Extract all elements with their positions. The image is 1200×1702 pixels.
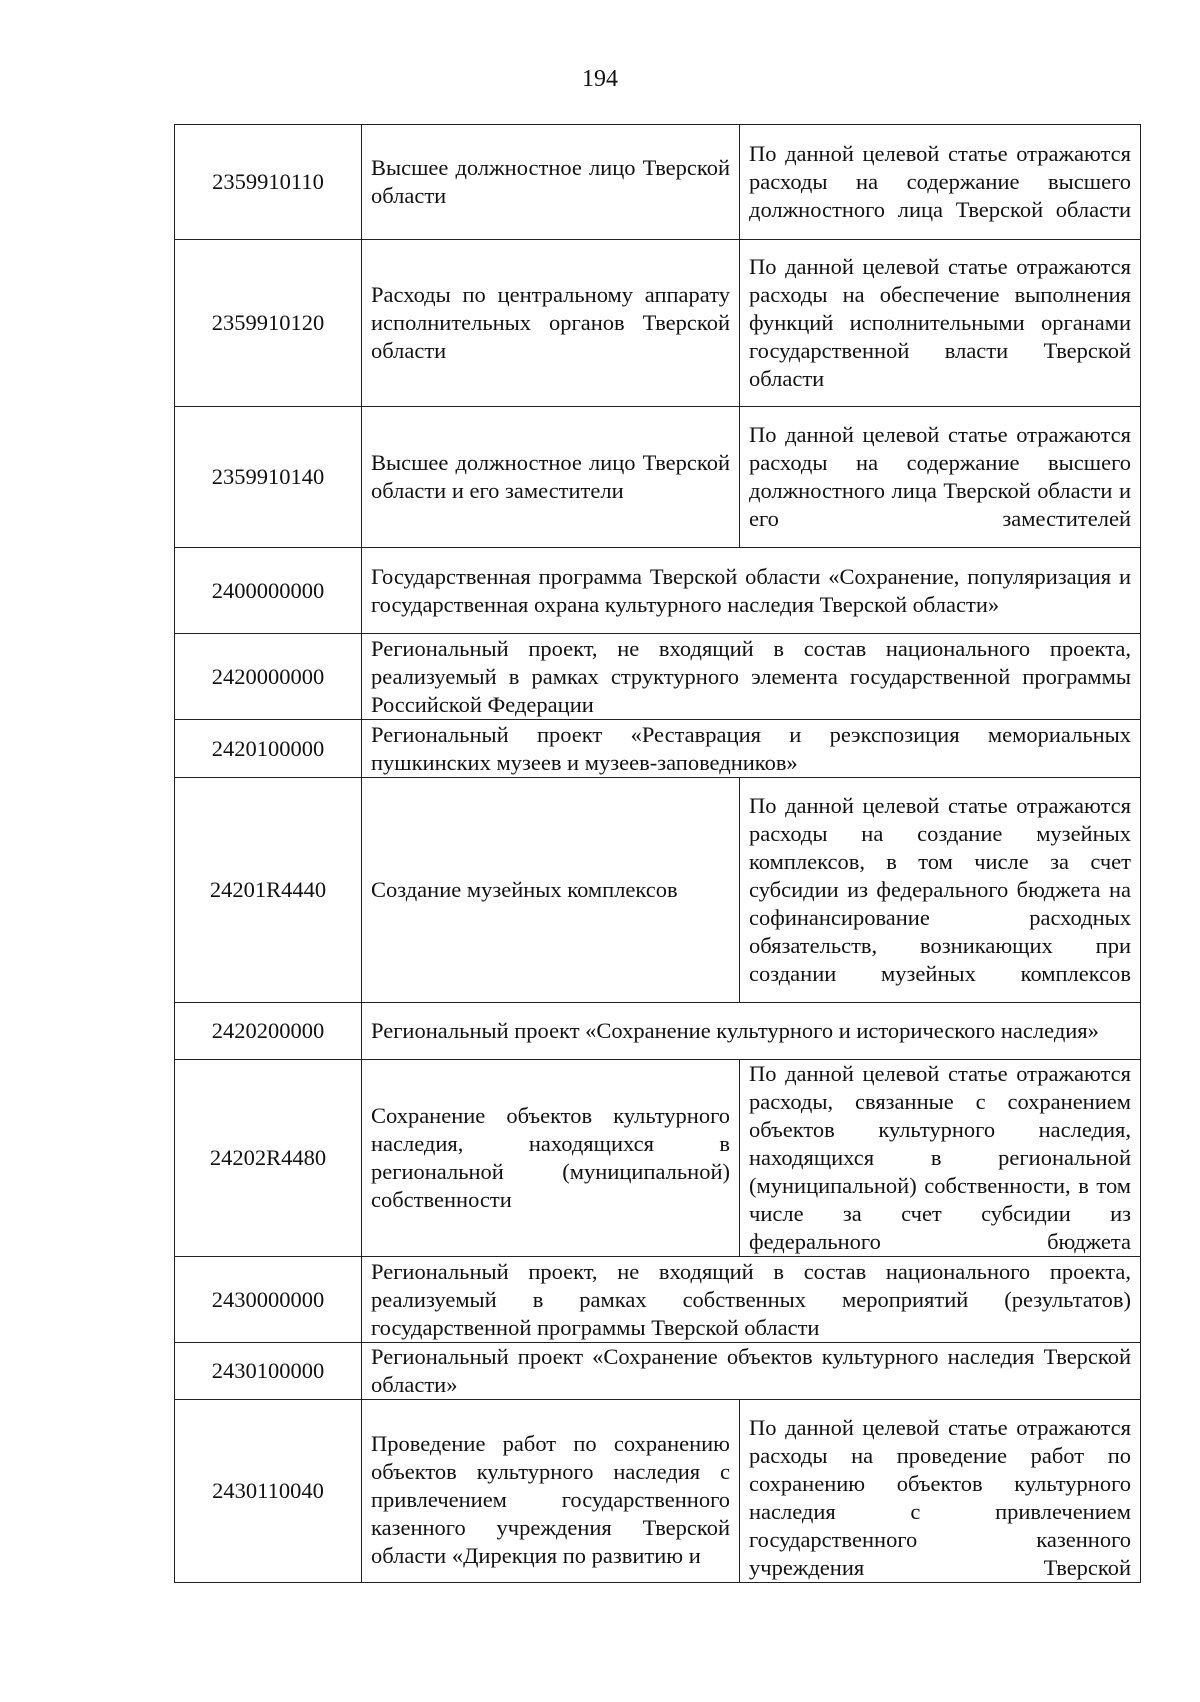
table-row [175,1343,1141,1400]
table-row [175,407,1141,548]
target-description-cell: По данной целевой статье отражаются расходы на содержание высшего должностного лица Тверской области и его заместителей [740,407,1141,548]
target-code-cell: 24201R4440 [175,778,362,1003]
target-code-cell: 2359910140 [175,407,362,548]
target-code-cell: 2359910110 [175,125,362,240]
target-description-cell: По данной целевой статье отражаются расходы на обеспечение выполнения функций исполнительными органами государственной власти Тверской области [740,240,1141,407]
target-name-cell: Государственная программа Тверской области «Сохранение, популяризация и государственная охрана культурного наследия Тверской области» [362,548,1141,634]
target-description-cell: По данной целевой статье отражаются расходы на содержание высшего должностного лица Тверской области [740,125,1141,240]
target-name-cell: Региональный проект «Сохранение объектов культурного наследия Тверской области» [362,1343,1141,1400]
page-number: 194 [582,66,618,92]
table-row [175,548,1141,634]
target-name-cell: Региональный проект «Сохранение культурного и исторического наследия» [362,1003,1141,1060]
target-name-cell: Региональный проект, не входящий в состав национального проекта, реализуемый в рамках структурного элемента государственной программы Российской Федерации [362,634,1141,720]
budget-classification-table [174,124,1141,1583]
target-code-cell: 2420200000 [175,1003,362,1060]
table-row [175,125,1141,240]
table-row [175,634,1141,720]
target-code-cell: 2400000000 [175,548,362,634]
target-description-cell: По данной целевой статье отражаются расходы, связанные с сохранением объектов культурного наследия, находящихся в региональной (муниципальной) собственности, в том числе за счет субсидии из федерального бюджета [740,1060,1141,1257]
target-code-cell: 2420000000 [175,634,362,720]
table-row [175,1257,1141,1343]
target-name-cell: Высшее должностное лицо Тверской области [362,125,740,240]
table-row [175,720,1141,778]
table-row [175,778,1141,1003]
table-row [175,1400,1141,1583]
table-row [175,1060,1141,1257]
target-description-cell: По данной целевой статье отражаются расходы на проведение работ по сохранению объектов культурного наследия с привлечением государственного казенного учреждения Тверской [740,1400,1141,1583]
target-description-cell: По данной целевой статье отражаются расходы на создание музейных комплексов, в том числе за счет субсидии из федерального бюджета на софинансирование расходных обязательств, возникающих при создании музейных комплексов [740,778,1141,1003]
target-code-cell: 24202R4480 [175,1060,362,1257]
target-code-cell: 2430000000 [175,1257,362,1343]
target-name-cell: Региональный проект «Реставрация и реэкспозиция мемориальных пушкинских музеев и музеев-заповедников» [362,720,1141,778]
target-name-cell: Сохранение объектов культурного наследия, находящихся в региональной (муниципальной) собственности [362,1060,740,1257]
target-name-cell: Создание музейных комплексов [362,778,740,1003]
table-row [175,240,1141,407]
target-code-cell: 2430110040 [175,1400,362,1583]
target-code-cell: 2359910120 [175,240,362,407]
table-row [175,1003,1141,1060]
target-name-cell: Высшее должностное лицо Тверской области и его заместители [362,407,740,548]
target-name-cell: Региональный проект, не входящий в состав национального проекта, реализуемый в рамках собственных мероприятий (результатов) государственной программы Тверской области [362,1257,1141,1343]
target-name-cell: Проведение работ по сохранению объектов культурного наследия с привлечением государственного казенного учреждения Тверской области «Дирекция по развитию и [362,1400,740,1583]
target-code-cell: 2420100000 [175,720,362,778]
target-code-cell: 2430100000 [175,1343,362,1400]
target-name-cell: Расходы по центральному аппарату исполнительных органов Тверской области [362,240,740,407]
